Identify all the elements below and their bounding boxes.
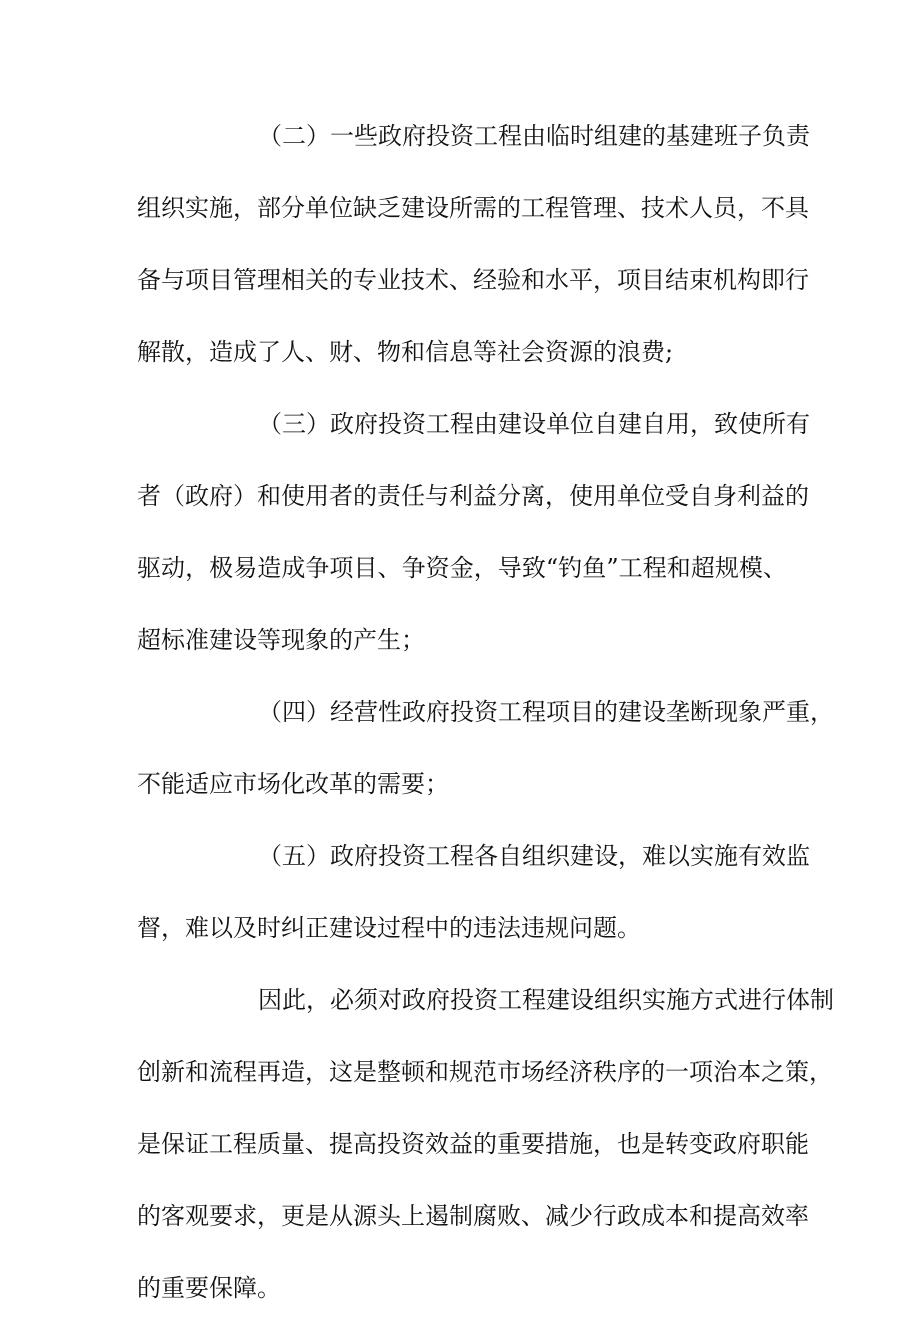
conclusion-line-5: 的重要保障。 xyxy=(137,1274,281,1302)
paragraph-2-line-1: （二）一些政府投资工程由临时组建的基建班子负责 xyxy=(258,122,810,150)
paragraph-3-line-2: 者（政府）和使用者的责任与利益分离，使用单位受自身利益的 xyxy=(137,482,809,510)
conclusion-line-3: 是保证工程质量、提高投资效益的重要措施，也是转变政府职能 xyxy=(137,1130,809,1158)
conclusion-line-1: 因此，必须对政府投资工程建设组织实施方式进行体制 xyxy=(258,986,834,1014)
paragraph-4-line-1: （四）经营性政府投资工程项目的建设垄断现象严重， xyxy=(258,698,834,726)
document-body xyxy=(137,117,834,1341)
paragraph-2-line-2: 组织实施，部分单位缺乏建设所需的工程管理、技术人员，不具 xyxy=(137,194,809,222)
conclusion-line-4: 的客观要求，更是从源头上遏制腐败、减少行政成本和提高效率 xyxy=(137,1202,809,1230)
paragraph-2-line-3: 备与项目管理相关的专业技术、经验和水平，项目结束机构即行 xyxy=(137,266,809,294)
paragraph-5-line-1: （五）政府投资工程各自组织建设，难以实施有效监 xyxy=(258,842,810,870)
paragraph-3-line-3: 驱动，极易造成争项目、争资金，导致“钓鱼”工程和超规模、 xyxy=(137,554,787,582)
paragraph-3-line-1: （三）政府投资工程由建设单位自建自用，致使所有 xyxy=(258,410,810,438)
paragraph-4-line-2: 不能适应市场化改革的需要； xyxy=(137,770,449,798)
paragraph-3-line-4: 超标准建设等现象的产生； xyxy=(137,626,425,654)
conclusion-line-2: 创新和流程再造，这是整顿和规范市场经济秩序的一项治本之策， xyxy=(137,1058,833,1086)
paragraph-5-line-2: 督，难以及时纠正建设过程中的违法违规问题。 xyxy=(137,914,641,942)
paragraph-2-line-4: 解散，造成了人、财、物和信息等社会资源的浪费; xyxy=(137,338,674,366)
